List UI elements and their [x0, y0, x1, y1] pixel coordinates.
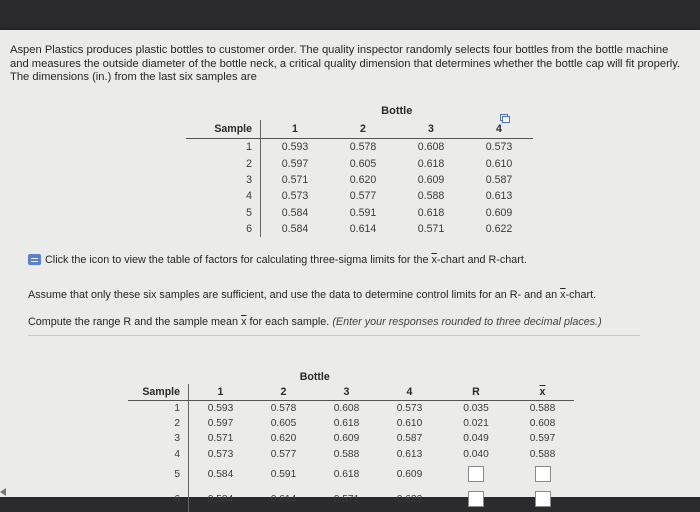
measurement-cell: 0.609 — [396, 468, 423, 480]
measurement-cell: 0.608 — [417, 141, 445, 154]
measurement-cell: 0.605 — [270, 418, 297, 430]
measurement-cell: 0.584 — [207, 493, 234, 505]
table-row — [186, 205, 533, 221]
measurement-cell: 0.587 — [485, 173, 513, 186]
xbar-symbol: $\overline{x}$ — [241, 316, 247, 328]
measurement-cell: 0.573 — [396, 403, 423, 415]
table-row — [128, 431, 574, 446]
sample-number: 4 — [186, 188, 261, 204]
measurement-cell: 0.614 — [349, 223, 377, 236]
info-text-before: Click the icon to view the table of factors for calculating three-sigma limits for the — [45, 254, 432, 266]
measurement-cell: 0.588 — [333, 448, 360, 460]
measurement-cell: 0.618 — [417, 157, 445, 170]
table-row — [128, 401, 574, 417]
bottle-column-header: 3 — [315, 384, 378, 401]
sample-number: 5 — [128, 462, 189, 487]
bottle-column-header: 4 — [378, 384, 441, 401]
measurement-cell: 0.588 — [417, 190, 445, 203]
measurement-cell: 0.614 — [270, 493, 297, 505]
sample-column-header: Sample — [186, 120, 261, 139]
table-row — [186, 188, 533, 204]
measurement-cell: 0.573 — [485, 141, 513, 154]
table-row — [186, 172, 533, 188]
table-row — [186, 221, 533, 237]
measurement-cell: 0.609 — [333, 433, 360, 445]
bottle-column-header: 1 — [189, 384, 253, 401]
measurement-cell: 0.571 — [417, 223, 445, 236]
left-arrow-icon[interactable] — [0, 488, 6, 496]
range-input[interactable] — [468, 491, 484, 507]
range-column-header: R — [441, 384, 511, 401]
mean-input[interactable] — [535, 466, 551, 482]
measurement-cell: 0.571 — [207, 433, 234, 445]
bottle-group-header: Bottle — [381, 105, 413, 117]
measurement-cell: 0.573 — [281, 190, 309, 203]
measurement-cell: 0.591 — [349, 206, 377, 219]
measurement-cell: 0.578 — [270, 403, 297, 415]
measurement-cell: 0.613 — [485, 190, 513, 203]
table-row — [186, 139, 533, 156]
measurement-cell: 0.597 — [207, 418, 234, 430]
problem-statement: Aspen Plastics produces plastic bottles to customer order. The quality inspector randomly selects four bottles from the bottle machine and measures the outside diameter of the bottle neck, a critical quality dimension that determines whether the bottle cap will fit properly. The dimensions (in.) from the last six samples are — [10, 44, 681, 83]
divider — [28, 335, 640, 336]
measurement-cell: 0.584 — [207, 468, 234, 480]
mean-answer: 0.588 — [529, 448, 556, 460]
measurement-cell: 0.608 — [333, 403, 360, 415]
copy-icon[interactable] — [500, 114, 510, 123]
measurement-cell: 0.591 — [270, 468, 297, 480]
info-text-after: -chart and R-chart. — [436, 254, 527, 266]
question-page — [0, 30, 700, 505]
bottle-column-header: 4 — [465, 120, 533, 139]
measurement-cell: 0.584 — [281, 206, 309, 219]
measurement-cell: 0.622 — [396, 493, 423, 505]
measurement-cell: 0.610 — [396, 418, 423, 430]
bottle-column-header: 3 — [397, 120, 465, 139]
mean-answer: 0.608 — [529, 418, 556, 430]
sample-number: 5 — [186, 205, 261, 221]
mean-input[interactable] — [535, 491, 551, 507]
measurement-cell: 0.613 — [396, 448, 423, 460]
sample-number: 6 — [186, 221, 261, 237]
data-table — [186, 102, 533, 237]
table-row — [128, 416, 574, 431]
measurement-cell: 0.620 — [270, 433, 297, 445]
bottle-column-header: 2 — [329, 120, 397, 139]
measurement-cell: 0.587 — [396, 433, 423, 445]
bottle-group-header: Bottle — [299, 371, 330, 383]
measurement-cell: 0.605 — [349, 157, 377, 170]
range-answer: 0.021 — [463, 418, 489, 430]
info-table-icon[interactable] — [28, 254, 41, 265]
measurement-cell: 0.618 — [417, 206, 445, 219]
measurement-cell: 0.620 — [349, 173, 377, 186]
measurement-cell: 0.573 — [207, 448, 234, 460]
sample-column-header: Sample — [128, 384, 189, 401]
sample-number: 1 — [186, 139, 261, 156]
mean-column-header: $\overline{x}$ — [511, 384, 574, 401]
range-answer: 0.049 — [463, 433, 489, 445]
measurement-cell: 0.610 — [485, 157, 513, 170]
instruction-text: Compute the range R and the sample mean $\overline{x}$ for each sample. (Enter your responses rounded to three decimal places.) — [28, 316, 602, 328]
range-answer: 0.035 — [463, 403, 489, 415]
sample-number: 1 — [128, 401, 189, 417]
measurement-cell: 0.571 — [281, 173, 309, 186]
measurement-cell: 0.609 — [417, 173, 445, 186]
sample-number: 3 — [186, 172, 261, 188]
range-input[interactable] — [468, 466, 484, 482]
measurement-cell: 0.578 — [349, 141, 377, 154]
measurement-cell: 0.593 — [207, 403, 234, 415]
table-row — [128, 462, 574, 487]
sample-number: 3 — [128, 431, 189, 446]
sample-number: 6 — [128, 487, 189, 512]
bottle-column-header: 1 — [261, 120, 330, 139]
measurement-cell: 0.584 — [281, 223, 309, 236]
factors-link-line — [28, 254, 527, 266]
measurement-cell: 0.597 — [281, 157, 309, 170]
table-row — [186, 155, 533, 171]
xbar-symbol: $\overline{x}$ — [560, 289, 566, 301]
table-row — [128, 447, 574, 462]
sample-number: 2 — [128, 416, 189, 431]
measurement-cell: 0.571 — [333, 493, 360, 505]
bottle-column-header: 2 — [252, 384, 315, 401]
sample-number: 4 — [128, 447, 189, 462]
mean-answer: 0.597 — [529, 433, 556, 445]
table-row — [128, 487, 574, 512]
answer-table — [128, 370, 574, 512]
range-answer: 0.040 — [463, 448, 489, 460]
measurement-cell: 0.609 — [485, 206, 513, 219]
measurement-cell: 0.618 — [333, 418, 360, 430]
measurement-cell: 0.577 — [349, 190, 377, 203]
xbar-symbol: $\overline{x}$ — [431, 254, 437, 266]
measurement-cell: 0.618 — [333, 468, 360, 480]
rounding-hint: (Enter your responses rounded to three decimal places.) — [332, 316, 602, 328]
assumption-text: Assume that only these six samples are sufficient, and use the data to determine control limits for an R- and an $\overline{x}$-chart. — [28, 289, 597, 301]
measurement-cell: 0.622 — [485, 223, 513, 236]
mean-answer: 0.588 — [529, 403, 556, 415]
sample-number: 2 — [186, 155, 261, 171]
measurement-cell: 0.577 — [270, 448, 297, 460]
measurement-cell: 0.593 — [281, 141, 309, 154]
